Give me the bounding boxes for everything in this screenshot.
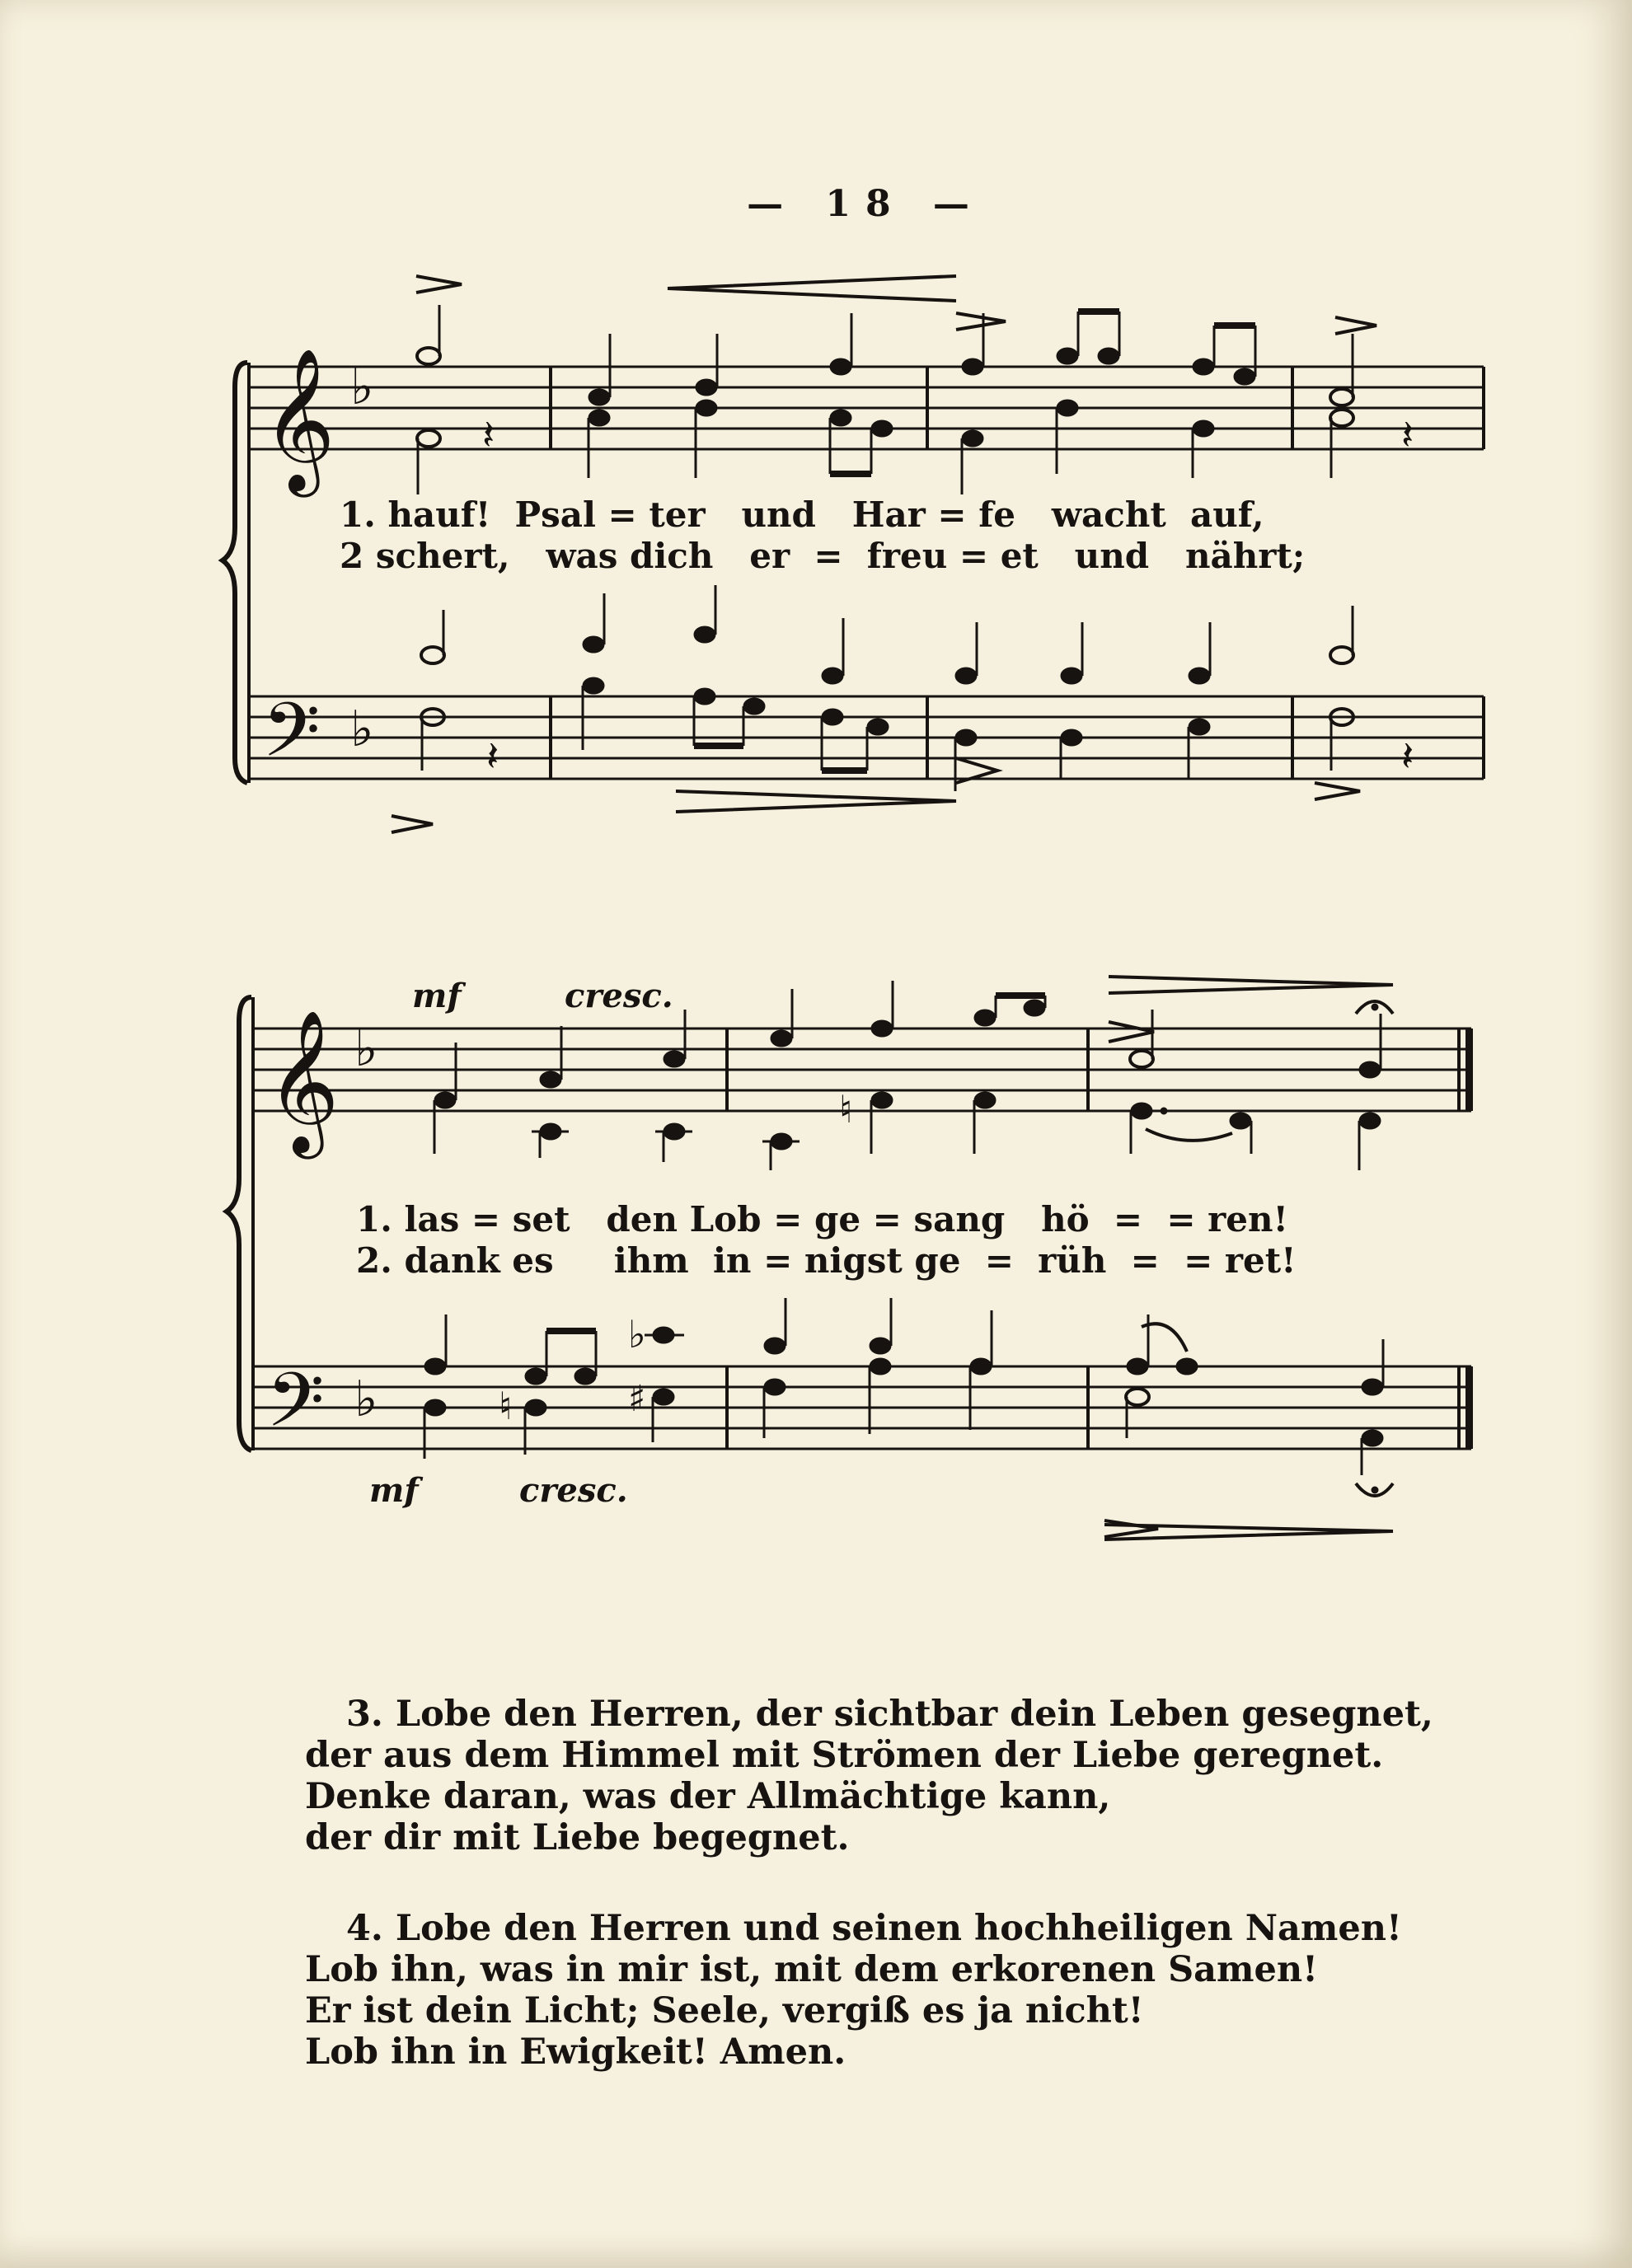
lyric-line-verse-1: 1. hauf! Psal = ter und Har = fe wacht auf, — [340, 494, 1264, 535]
verse-line: 4. Lobe den Herren und seinen hochheiligen Namen! — [346, 1908, 1402, 1949]
svg-text:𝄽: 𝄽 — [486, 733, 499, 780]
dynamic-cresc-bottom: cresc. — [519, 1471, 628, 1510]
svg-text:𝄽: 𝄽 — [482, 411, 495, 459]
verse-line: der aus dem Himmel mit Strömen der Liebe geregnet. — [305, 1735, 1384, 1776]
verse-3 — [305, 1694, 1459, 1858]
verse-line: Lob ihn in Ewigkeit! Amen. — [305, 2031, 846, 2073]
svg-text:♯: ♯ — [628, 1378, 646, 1420]
svg-text:♮: ♮ — [839, 1087, 853, 1132]
verse-line: Er ist dein Licht; Seele, vergiß es ja nicht! — [305, 1990, 1144, 2031]
svg-text:𝄽: 𝄽 — [1401, 411, 1414, 459]
svg-text:𝄞: 𝄞 — [266, 1010, 340, 1153]
dynamic-mf-top: mf — [412, 977, 462, 1015]
dynamic-mf-bottom: mf — [369, 1471, 419, 1510]
svg-text:𝄢: 𝄢 — [266, 1357, 325, 1462]
verse-line: 3. Lobe den Herren, der sichtbar dein Leben gesegnet, — [346, 1694, 1433, 1735]
svg-text:𝄢: 𝄢 — [262, 686, 321, 792]
page-number: — 18 — — [747, 183, 984, 225]
verse-line: Lob ihn, was in mir ist, mit dem erkorenen Samen! — [305, 1949, 1319, 1990]
lyric-line-verse-1b: 1. las = set den Lob = ge = sang hö = = ren! — [356, 1199, 1288, 1239]
lyric-line-verse-2b: 2. dank es ihm in = nigst ge = rüh = = ret! — [356, 1240, 1297, 1281]
svg-text:𝄞: 𝄞 — [262, 348, 335, 491]
svg-text:𝄽: 𝄽 — [1401, 733, 1414, 780]
verse-4 — [305, 1908, 1459, 2073]
svg-text:♭: ♭ — [354, 1371, 378, 1428]
svg-text:♮: ♮ — [499, 1384, 513, 1428]
svg-text:♭: ♭ — [354, 1020, 378, 1078]
verse-line: Denke daran, was der Allmächtige kann, — [305, 1776, 1111, 1817]
svg-text:♭: ♭ — [628, 1312, 646, 1357]
svg-text:♭: ♭ — [350, 358, 374, 416]
verse-line: der dir mit Liebe begegnet. — [305, 1817, 850, 1858]
dynamic-cresc-top: cresc. — [565, 977, 673, 1015]
additional-verses — [305, 1694, 1459, 2122]
svg-text:♭: ♭ — [350, 701, 374, 758]
lyric-line-verse-2: 2 schert, was dich er = freu = et und nährt; — [340, 536, 1306, 576]
